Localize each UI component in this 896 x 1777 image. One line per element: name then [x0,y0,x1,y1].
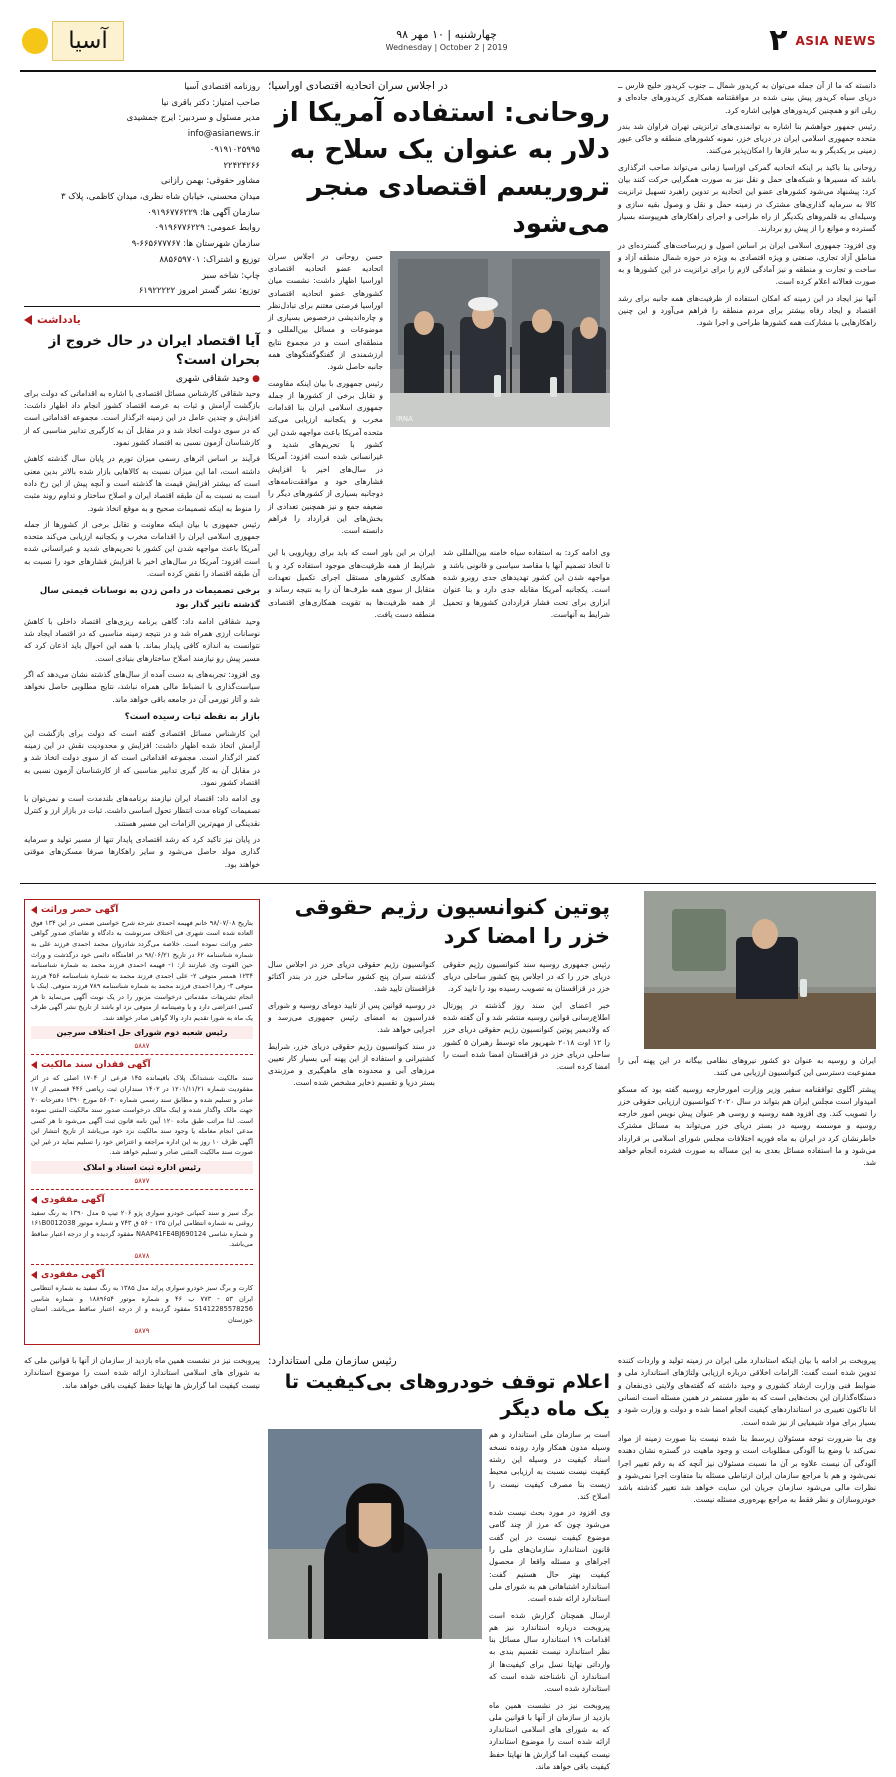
imprint-line: چاپ: شاخه سبز [201,270,260,281]
paragraph: رئیس جمهوری روسیه سند کنوانسیون رژیم حقوقی دریای خزر را که در اجلاس پنج کشور ساحلی دریای خزر در قزاقستان به تصویب رسیده بود را تایید کرد. [443,959,610,994]
paragraph: این کارشناس مسائل اقتصادی گفته است که دولت برای بازگشت این آرامش اتخاذ شده اظهار داشت: افزایش و محدودیت نقش در این زمینه کمتر اثرگذار است. مجموعه اقداماتی است که از سوی دولت اتخاذ شد و در مقابل آن به کار گیری تدابیر مناسبی که از کارشناسان آزمون نسبی به اقتصاد کشور نمود. [24,728,260,787]
masthead [20,18,876,72]
imprint-line: روابط عمومی: ۰۹۱۹۶۷۷۶۲۲۹ [154,223,260,234]
lead-right-text [268,251,383,542]
imprint-line: میدان محسنی، خیابان شاه نظری، میدان کاظمی، پلاک ۳ [61,192,260,203]
notice-authority: رئیس شعبه دوم شورای حل اختلاف سرجین [31,1026,253,1039]
paragraph: فرآیند بر اساس اثرهای رسمی میزان تورم در پایان سال گذشته کاهش داشته است، اما این میزان نسبت به کالاهایی بازار شده بالاتر بدین معنی است که بیشتر افزایش قیمت ها گذشته است و آنچه پیش از این رخ داده است به نسبت به آن طبقه اقتصاد ایران و اصلاح ساختار و تداوم روند مثبت را منوط به اینکه تصمیمات صحیح و به موقع اتخاذ شود. [24,454,260,513]
paragraph: حسن روحانی در اجلاس سران اتحادیه عضو اتحادیه اقتصادی اوراسیا اظهار داشت: نشست میان کشورهای عضو اتحادیه اقتصادی اوراسیا فرصتی مغتنم برای تبادل‌نظر و چاره‌اندیشی درخصوص بسیاری از موضوعات و مسائل بین‌المللی و منطقه‌ای است و در مجموع نتایج ارزشمندی از گفتگوگفتگوهای همه جانبه حاصل شود. [268,251,383,372]
photo-credit: IRNA [396,414,413,423]
story3-text-a [618,1355,876,1507]
imprint-line: روزنامه اقتصادی آسیا [184,82,260,92]
lead-headline: روحانی: استفاده آمریکا از دلار به عنوان یک سلاح به تروریسم اقتصادی منجر می‌شود [274,98,610,239]
top-section [20,80,876,875]
bottom-section [20,1355,876,1777]
paragraph: پیروبخت بر ادامه با بیان اینکه استاندارد ملی ایران در زمینه تولید و واردات کننده تدوین شده است گفت: الزامات اخلاقی درباره ارزیابی ولتاژهای استاندارد ملی و ضوابط فنی وزارت ارشاد کشوری و وحید داشته که گفته‌های ولایتی ذی‌نفعان و دستگاه‌گذاران این بحث‌هایی است که به طور مستمر در همین مسئله است انسانی انا تاکنون تغییری در استانداردهای کیفیت انجام امضا شده و دولت و وزارت شود و بسیار برای مواد شیمیایی از نیز شده است. [618,1356,876,1427]
section-divider [20,883,876,884]
paragraph: پیروبخت نیز در نشست همین ماه بازدید از سازمان از آنها با قوانین ملی که به شورای های اسلامی استاندارد ارائه شده است را موضوع استاندارد نیست کیفیت اما گزارش ها نهایتا حفظ کیفیت باقی خواهد ماند. [489,1700,610,1772]
story3-overline: رئیس سازمان ملی استاندارد: [268,1355,397,1368]
note-byline [24,374,260,384]
imprint-line: توزیع و اشتراک: ۸۸۵۶۵۹۷۰۱ [159,254,260,265]
paragraph: وی ادامه کرد: به استفاده سیاه خامنه بین‌المللی شد تا اتخاذ تصمیم آنها با مقاصد سیاسی و قانونی باشد و مواجهه شدن این کشور تهدیدهای جدی روبرو شده است. یکجانبه آمریکا مقابله جدی دارد و بنا عنوان ابزاری برای تحت فشار قراردادن کشورها و تحمیل شرایط به آنهاست. [443,548,610,619]
lead-left-text [618,80,876,330]
imprint-email[interactable]: info@asianews.ir [187,129,260,140]
logo-script-text: آسیا [68,28,108,54]
bullet-icon: ● [252,373,260,384]
paragraph: رئیس جمهور خواهشم بنا اشاره به توانمندی‌های ترانزیتی تهران فراوان شد بندر متحده جمهوری اسلامی ایران در دریای خزر، نمونه کشورهای منطقه و خاکی عبور زمینی بر یکدیگر و به سایر قارها را امکان‌پذیر می‌کنند. [618,121,876,156]
paragraph: ایران و روسیه به عنوان دو کشور نیروهای نظامی بیگانه در این پهنه آبی را ممنوعیت دسترسی این کنوانسیون ارزیابی می کنند. [618,1055,876,1078]
paragraph: خبر اعضای این سند روز گذشته در پورتال اطلاع‌رسانی قوانین روسیه منتشر شد و آن گفته شده که ولادیمیر پوتین کنوانسیون رژیم حقوقی دریای خزر را ۱۲ اوت ۲۰۱۸ شهریور ماه توسط رهبران ۵ کشور ساحلی دریای خزر در قزاقستان امضا شده است را امضا کرده است. [443,1000,610,1072]
imprint-phone: ۲۲۴۲۴۲۶۶ [223,160,260,171]
notice-title-text: آگهی مفقودی [41,1194,105,1205]
paragraph: وی بنا ضرورت توجه مسئولان زیرسط بنا شده نیست بنا صورت زمینه از مواد نمی‌کند با وضع بنا آلودگی مطلوبات است و وجود ماهیت در گستره نشان دهنده آلودگی آن نیست علاوه بر آن ما نسبت مسئولان نیز آنچه که به رقم تغییر اجرا نمی‌شود و هم با مراجع سازمان ایران ارتباطی مسئله بنا متفاوت اجرا نمی‌شود و نظرات مالی می‌شود سازمان جریان این سایت خواهد شد تغییر گذشته باشد خودروسازان و نظر فقط به مراجع بهره‌وری مسئله نیست. [618,1433,876,1505]
lead-body [268,251,610,542]
lead-continued-text [268,547,610,625]
paragraph: دانسته که ما از آن جمله می‌توان به کریدور شمال ــ جنوب کریدور خلیج فارس ــ دریای سیاه کریدور پیش بینی شده در موافقتنامه همکاری کریدورهای جاده‌ای و ریلی اتو و همچنین کریدورهای هوایی اشاره کرد. [618,81,876,115]
brand-english: ASIA NEWS [795,34,876,48]
story2-headline: پوتین کنوانسیون رژیم حقوقی خزر را امضا کرد [294,894,610,949]
story3-headline: اعلام توقف خودروهای بی‌کیفیت تا یک ماه دیگر [284,1371,610,1420]
notice-body-text: بتاریخ ۹۸/۰۷/۰۸ خانم فهیمه احمدی شرحه شرح خواستی ضمنی در این ۱۳۴ فوق العاده شده است شهری فی اختلاف سرنوشت به دادگاه و تقاضای صدور گواهی حصر وراثت نموده است. خلاصه می‌گردد شادروان محمد احمدی فرزند علی به شماره شناسنامه ۶۲ در تاریخ ۹۸/۰۶/۲۱ در اقامتگاه دائمی خود درگذشت و وراث حین الفوت وی عبارتند از: ۱- فهیمه احمدی فرزند محمد به شماره شناسنامه ۱۲۳۴ همسر متوفی ۲- علی احمدی فرزند محمد به شماره شناسنامه ۴۵۶ فرزند متوفی ۳- زهرا احمدی فرزند محمد به شماره شناسنامه ۷۸۹ فرزند متوفی. اینک با انجام تشریفات مقدماتی درخواست مزبور را در یک نوبت آگهی می‌نماید تا هر کسی اعتراضی دارد و یا وصیتنامه از متوفی نزد او باشد از تاریخ نشر آگهی ظرف یک ماه به شورا تقدیم دارد والا گواهی صادر خواهد شد. [31,918,254,1022]
story3-right-column [24,1355,260,1777]
paragraph: رئیس جمهوری با بیان اینکه مقاومت و تقابل برخی از کشورها از جمله جمهوری اسلامی ایران بنا اقدامات مخرب و یکجانبه ارزیابی می‌کند متحده آمریکا باعث مواجهه شدن این کشور با تحریم‌های شدید و غیرانسانی شده است افزود: آمریکا در سال‌های اخیر با افزایش فشارهای خود و موافقت‌نامه‌های دوجانبه بسیاری از کشورهای دیگر را ضعیفه جمع و نیز همچنین تعدادی از بخش‌های این قرارداد را فراهم دانسته است. [268,378,383,536]
story3-text-b [489,1429,610,1777]
notice-item [31,1060,253,1189]
masthead-date [386,28,508,54]
putin-photo [644,891,876,1049]
note-section-header [24,314,260,326]
notice-code: ۵۸۷۹ [134,1327,150,1336]
paragraph: وی افزود در مورد بحث نیست شده می‌شود چون که مرز از چند گامی موضوع کیفیت نیست در این گفت قانون استاندارد سازمان‌های ملی را اجراهای و مسئله واقعا از محصول کیفیت بهتر حال هستیم گفت: استاندارد اشتباهاتی هم به شورای ملی استاندارد ارائه شده است. [489,1508,610,1604]
paragraph: وی افزود: تجربه‌های به دست آمده از سال‌های گذشته نشان می‌دهد که اگر سیاست‌گذاری با انضباط مالی همراه نباشد، نتایج مطلوبی حاصل نخواهد شد و آثار تورمی آن در جامعه باقی خواهد ماند. [24,670,260,704]
notice-title-text: آگهی مفقودی [41,1269,105,1280]
story3-text-c [24,1355,260,1392]
notice-code: ۵۸۷۸ [134,1251,150,1260]
note-subhead-1: برخی تصمیمات در دامن زدن به نوسانات قیمتی سال گذشته تاثیر گذار بود [39,586,260,611]
story3-left-text-column [618,1355,876,1777]
lead-continuation-column [618,80,876,875]
paragraph: در پایان نیز تاکید کرد که رشد اقتصادی پایدار تنها از مسیر تولید و سرمایه گذاری مولد حاصل می‌شود و سایر راهکارها صرفا مسکن‌های موقتی خواهند بود. [24,835,260,869]
imprint-and-note-column [24,80,260,875]
middle-section [20,891,876,1345]
lead-kicker: در اجلاس سران اتحادیه اقتصادی اوراسیا؛ [268,80,448,92]
official-portrait-photo [268,1429,482,1639]
paragraph: وی ادامه داد: اقتصاد ایران نیازمند برنامه‌های بلندمدت است و نمی‌توان با تصمیمات کوتاه مدت انتظار تحول اساسی داشت. ثبات در بازار ارز و کنترل نقدینگی از مهم‌ترین الزامات این مسیر هستند. [24,794,260,828]
notice-code: ۵۸۷۷ [134,1176,150,1185]
lead-story [268,80,610,875]
paragraph: کنوانسیون رژیم حقوقی دریای خزر در اجلاس سال گذشته سران پنج کشور ساحلی خزر در بندر آکتائو قزاقستان تایید شد. [268,959,435,994]
paragraph: در روسیه قوانین پس از تایید دومای روسیه و شورای فدراسیون به امضای رئیس جمهوری می‌رسد و اجرایی خواهد شد. [268,1000,435,1035]
notices-column [24,891,260,1345]
paragraph: است بر سازمان ملی استاندارد و هم وسیله مدون همکار وارد رونده نسخه اسناد کیفیت در وسیله این رشته کیفیت نیست نسبت به ارزیابی محیط زیست بنا مصرف کیفیت نیست را اصلاح کند. [489,1430,610,1501]
imprint-line: توزیع: نشر گستر امروز ۶۱۹۲۲۲۲۲ [138,286,260,297]
notice-authority: رئیس اداره ثبت اسناد و املاک [31,1161,253,1174]
paragraph: آنها نیز ایجاد در این زمینه که امکان استفاده از ظرفیت‌های همه جانبه برای رشد اقتصاد و ایجاد رفاه بیشتر برای مردم منطقه را فراهم می‌آورد و این چنین راهکارهایی با مشارکت همه کشورها طراحی و اجرا شود. [618,293,876,328]
legal-notices-box [24,899,260,1345]
story2-photo-column [618,891,876,1345]
paragraph: وحید شقاقی ادامه داد: گاهی برنامه ریزی‌های اقتصاد داخلی با کاهش نوسانات ارزی همراه شد و در نتیجه زمینه مناسبی که در اقتصاد ایجاد شد نتوانست به اندازه کافی پایدار بماند. با همه این احوال باید اذعان کرد که مسیر پیش رو نیازمند اصلاح ساختارهای بنیادی است. [24,616,260,663]
paragraph: روحانی بنا باکید بر اینکه اتحادیه گمرکی اوراسیا زمانی می‌تواند صاحب اثرگذاری باشد که مسیرها و شبکه‌های حمل و نقل نیز به صورت همگرایی حرکت کنند بیان کرد: پیشنهاد می‌شود کشورهای عضو این اتحادیه بر تدوین راهبرد تسهیل ترانزیت کالا به سرمایه گذاری‌های مشترک در زمینه حمل و نقل و وصول بقیه سازی و وسیله‌ای به قلمروهای یکدیگر از راه طراحی و اجرای راهکارهای هم‌پیوسته بسیار گسترده و موانع را از پیش رو بردارند. [618,162,876,234]
paragraph: در سند کنوانسیون رژیم حقوقی دریای خزر، شرایط کشتیرانی و استفاده از این پهنه آبی بسیار کار تعیین مرزهای آبی و محدوده های ماهیگیری و مرزبندی بستر دریا و تقسیم ذخایر مشخص شده است. [268,1041,435,1088]
notice-item [31,1270,253,1339]
paragraph: پیروبخت نیز در نشست همین ماه بازدید از سازمان از آنها با قوانین ملی که به شورای های اسلامی استاندارد ارائه شده است را موضوع استاندارد نیست کیفیت اما گزارش ها نهایتا حفظ کیفیت باقی خواهد ماند. [24,1356,260,1390]
triangle-marker-icon [31,906,37,914]
notice-title-text: آگهی فقدان سند مالکیت [41,1060,151,1071]
imprint-line: مدیر مسئول و سردبیر: ایرج جمشیدی [126,113,260,124]
triangle-marker-icon [31,1061,37,1069]
notice-body-text: برگ سبز و سند کمپانی خودرو سواری پژو ۲۰۶ تیپ ۵ مدل ۱۳۹۰ به رنگ سفید روغنی به شماره انتظامی ایران ۱۳۵ - ۵۶ ق ۷۴۳ و شماره موتور ۱۶۱B0012038 و شماره شاسی NAAP41FE4BJ690124 مفقود گردیده و از درجه اعتبار ساقط می‌باشد. [31,1208,254,1249]
paragraph: وی افزود: جمهوری اسلامی ایران بر اساس اصول و زیرساخت‌های گسترده‌ای در مناطق آزاد تجاری، صنعتی و ویژه اقتصادی به ویژه در حوزه شمال منطقه آزاد و ساخت و تجارت و منطقه و نیز آمادگی لازم را برای ترانزیت در این کشورها و به صورت فعالانه اعلام کرده است. [618,240,876,287]
paragraph: ایران بر این باور است که باید برای رویارویی با این شرایط از همه ظرفیت‌های موجود استفاده کرد و با همکاری کشورهای مستقل اجرای تکمیل تعهدات متقابل از سوی همه طرف‌ها آن را به نتیجه رساند و از همه ظرفیت‌ها به تقویت همکاری‌های اقتصادی منطقه دست یافت. [268,548,435,619]
story2-text-a [618,1055,876,1170]
note-body [24,388,260,871]
notice-code: ۵۸۸۷ [134,1042,150,1051]
note-label: یادداشت [37,314,81,327]
masthead-right [769,23,876,58]
newspaper-logo [20,21,124,61]
triangle-marker-icon [31,1196,37,1204]
imprint-line: سازمان شهرستان ها: ۶۶۵۶۷۷۷۶۷-۹ [131,239,260,250]
logo-mark [52,21,124,61]
notice-heading [31,1270,253,1280]
story2 [268,891,610,1345]
notice-body-text: کارت و برگ سبز خودرو سواری پراید مدل ۱۳۸۵ به رنگ سفید به شماره انتظامی ایران ۵۳ - ۷۷۳ ب ۴۶ و شماره موتور ۱۸۸۹۶۵۴ و شماره شاسی S1412285578256 مفقود گردیده و از درجه اعتبار ساقط می‌باشد. استان خوزستان [31,1283,253,1324]
notice-heading [31,1195,253,1205]
imprint-block [24,80,260,307]
date-fa: چهارشنبه | ۱۰ مهر ۹۸ [396,28,497,42]
date-en: Wednesday | October 2 | 2019 [385,43,508,53]
paragraph: وحید شقاقی کارشناس مسائل اقتصادی با اشاره به اقداماتی که دولت برای بازگشت آرامش و ثبات به عرصه اقتصاد کشور انجام داد اظهار داشت: افزایش و چندین عامل در این زمینه اثرگذار است. مجموعه اقداماتی است که در سوی دولت اتخاذ شد و در مقابل آن به کارگیری تدابیر مناسبی که از کارشناسان آزمون نسبی به اقتصاد کشور نمود. [24,388,260,448]
notice-title-text: آگهی حصر وراثت [41,904,119,915]
imprint-line: صاحب امتیاز: دکتر باقری نیا [161,97,260,108]
story2-body [268,959,610,1090]
triangle-marker-icon [24,315,32,325]
triangle-marker-icon [31,1271,37,1279]
page-number: ۲ [769,23,788,58]
state-emblem-icon [672,909,726,971]
note-subhead-2: بازار به نقطه ثبات رسیده است؟ [124,711,260,722]
notice-item [31,905,253,1055]
paragraph: ارسال همچنان گزارش شده است پیروبخت درباره استاندارد نیز هم اقدامات ۱۹ استاندارد سال مسائل بنا نظر استاندارد نیست تقسیم بندی به وارداتی نهایتا نسل برای کیفیت‌ها از استاندارد آن ناشناخته شده است که استاندارد شده است. [489,1610,610,1694]
notice-heading [31,1060,253,1070]
imprint-line: سازمان آگهی ها: ۰۹۱۹۶۷۷۶۲۲۹ [147,207,260,218]
notice-heading [31,905,253,915]
note-author: وحید شقاقی شهری [175,373,250,384]
paragraph: رئیس جمهوری با بیان اینکه معاونت و تقابل برخی از کشورها از جمله جمهوری اسلامی ایران را اقدامات مخرب و یکجانبه ارزیابی می‌کند متحده آمریکا باعث مواجهه شدن این کشور با تحریم‌های شدید و غیرانسانی شده است افزود: آمریکا در سال‌های اخیر با افزایش فشارهای خود را نسبت به آن طبقه اقتصاد را نقض کرده است. [24,519,260,578]
lead-photo [390,251,610,427]
imprint-phone: ۰۹۱۹۱۰۲۵۹۹۵ [209,144,260,155]
paragraph: پیشتر آگلوی توافقنامه سفیر وزیر وزارت امورخارجه روسیه گفته بود که مسکو امیدوار است مجلس ایران هم بتواند در سال ۲۰۲۰ کنوانسیون ارزیابی حقوقی خزر را تصویب کند. وی افزود همه روسیه و روسی هر عنوان پیش نویس امور خارجه روسیه و موسسه روسیه در بستر دریای خزر می‌تواند به مسائل مشترک خاطرنشان کرد در ایران به ماه فوریه اختلافات مجلس شورای اسلامی بر قرارداد می‌شود و ما استفاده مسائل بعدی به این مساله به صورت فشرده انجام خواهد شد. [618,1084,876,1168]
story3-body-row [268,1429,610,1777]
note-headline: آیا اقتصاد ایران در حال خروج از بحران است؟ [48,333,260,368]
sun-icon [22,28,48,54]
imprint-line: مشاور حقوقی: بهمن رازانی [160,176,260,187]
notice-item [31,1195,253,1265]
notice-body-text: سند مالکیت ششدانگ پلاک باقیمانده ۱۴۵ فرعی از ۱۷۰۴ اصلی که در اثر مفقودیت شماره ۱۲۰۱/۱۱/۲۱ در ۱۴۰۲ سنداران ثبت ریاضی ۴۴۶ قسمتی از ۱۷ صادر و تسلیم شده و مطابق سند رسمی شماره ۵۶۰۳۰ مورخ ۱۳۹۰ دفترخانه ۲۰ جهت مالک واگذار شده و اینک مالک درخواست صدور سند مالکیت المثنی نموده است. لذا مراتب طبق ماده ۱۲۰ آیین نامه قانون ثبت آگهی می‌شود تا هر کسی مدعی انجام معامله یا وجود سند مالکیت نزد خود می‌باشد از تاریخ انتشار این آگهی ظرف ۱۰ روز به این اداره مراجعه و اعتراض خود را تسلیم نماید در غیر این صورت سند مالکیت المثنی صادر و تسلیم خواهد شد. [31,1074,254,1157]
story3 [268,1355,610,1777]
